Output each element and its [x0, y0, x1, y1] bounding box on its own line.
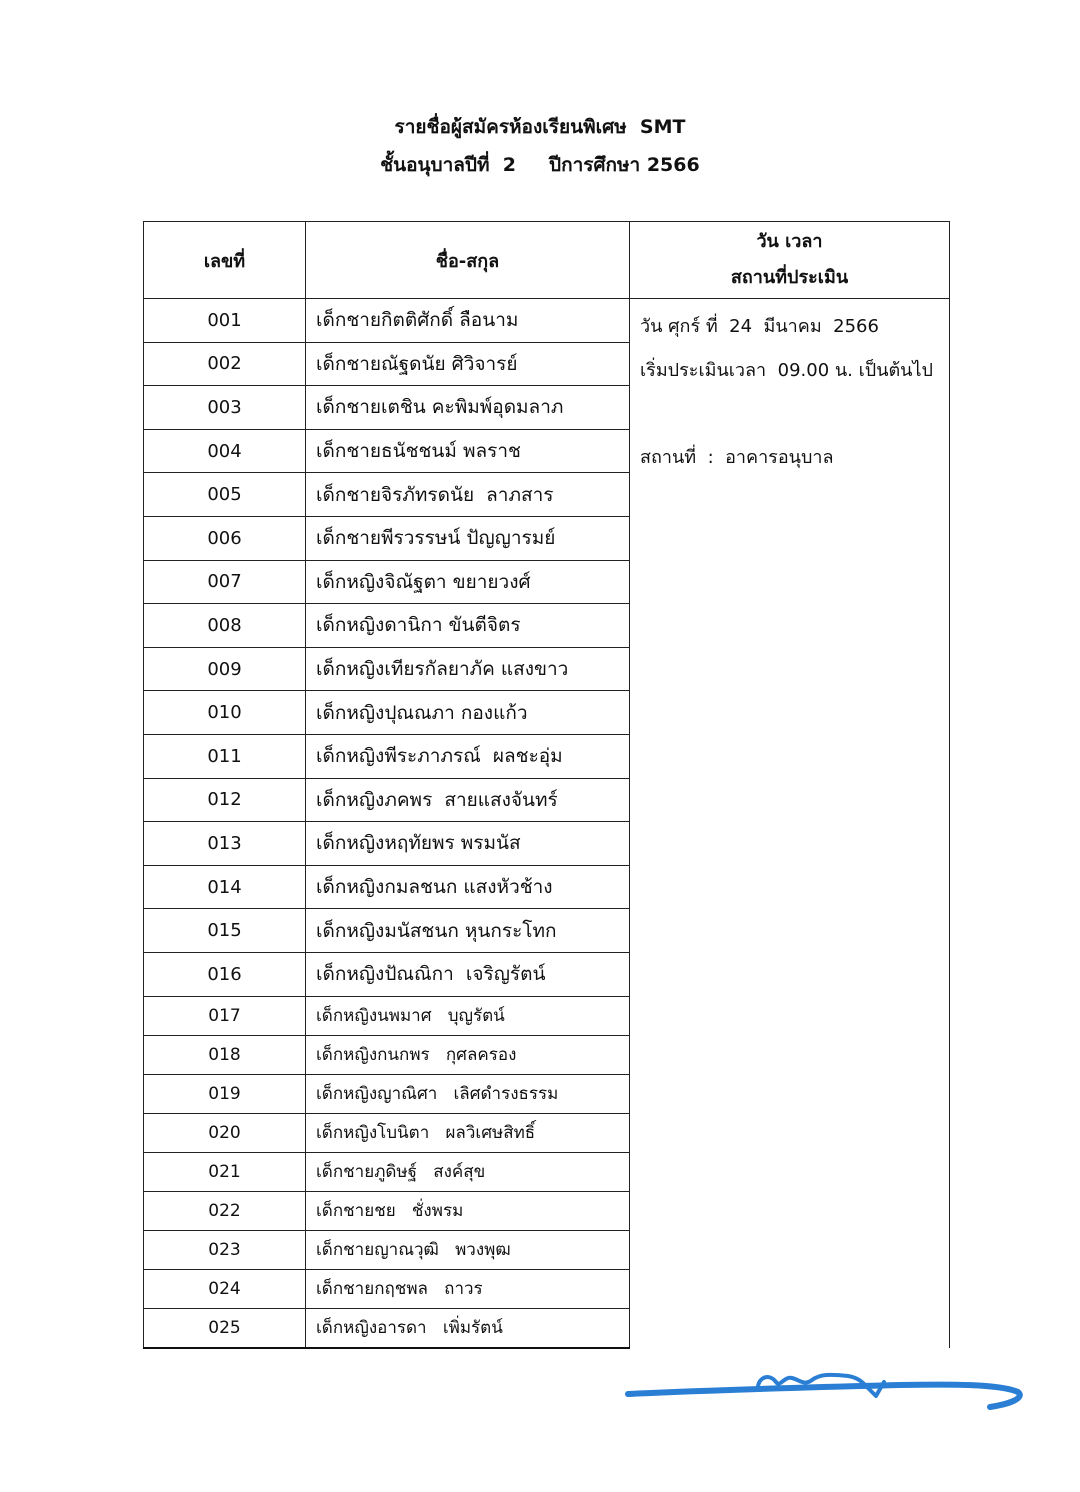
- row-number: 001: [144, 299, 306, 343]
- row-number: 005: [144, 473, 306, 517]
- row-name: เด็กหญิงโบนิตา ผลวิเศษสิทธิ์: [306, 1113, 630, 1152]
- row-name: เด็กชายญาณวุฒิ พวงพุฒ: [306, 1230, 630, 1269]
- row-number: 025: [144, 1308, 306, 1348]
- row-name: เด็กหญิงปัณณิกา เจริญรัตน์: [306, 952, 630, 996]
- row-name: เด็กชายจิรภัทรดนัย ลาภสาร: [306, 473, 630, 517]
- spacer: [640, 392, 949, 436]
- row-number: 018: [144, 1035, 306, 1074]
- header-datetime-place: [630, 222, 950, 299]
- table-body: [144, 299, 950, 1348]
- row-number: 002: [144, 342, 306, 386]
- applicant-table: [143, 221, 950, 1349]
- row-number: 008: [144, 604, 306, 648]
- assessment-info: [630, 299, 950, 1348]
- row-name: เด็กหญิงมนัสชนก หุนกระโทก: [306, 909, 630, 953]
- row-name: เด็กชายกฤชพล ถาวร: [306, 1269, 630, 1308]
- row-number: 021: [144, 1152, 306, 1191]
- row-name: เด็กหญิงเทียรกัลยาภัค แสงขาว: [306, 647, 630, 691]
- row-number: 014: [144, 865, 306, 909]
- row-number: 003: [144, 386, 306, 430]
- row-name: เด็กหญิงอารดา เพิ่มรัตน์: [306, 1308, 630, 1348]
- assessment-date: วัน ศุกร์ ที่ 24 มีนาคม 2566: [640, 316, 879, 337]
- row-name: เด็กชายณัฐดนัย ศิวิจารย์: [306, 342, 630, 386]
- header-number: เลขที่: [144, 222, 306, 299]
- row-number: 012: [144, 778, 306, 822]
- signature-icon: [620, 1360, 1030, 1420]
- header-datetime: วัน เวลา: [756, 231, 823, 252]
- row-name: เด็กหญิงญาณิศา เลิศดำรงธรรม: [306, 1074, 630, 1113]
- row-number: 009: [144, 647, 306, 691]
- table-header-row: [144, 222, 950, 299]
- header-name: ชื่อ-สกุล: [306, 222, 630, 299]
- row-name: เด็กหญิงนพมาศ บุญรัตน์: [306, 996, 630, 1035]
- row-name: เด็กชายเตชิน คะพิมพ์อุดมลาภ: [306, 386, 630, 430]
- row-name: เด็กหญิงกมลชนก แสงหัวช้าง: [306, 865, 630, 909]
- title-line-1: รายชื่อผู้สมัครห้องเรียนพิเศษ SMT: [394, 116, 686, 138]
- row-number: 011: [144, 734, 306, 778]
- row-number: 015: [144, 909, 306, 953]
- header-place: สถานที่ประเมิน: [730, 267, 849, 288]
- row-number: 006: [144, 516, 306, 560]
- row-name: เด็กหญิงดานิกา ขันตีจิตร: [306, 604, 630, 648]
- row-name: เด็กชายพีรวรรษน์ ปัญญารมย์: [306, 516, 630, 560]
- row-name: เด็กหญิงพีระภาภรณ์ ผลชะอุ่ม: [306, 734, 630, 778]
- row-name: เด็กหญิงจิณัฐตา ขยายวงศ์: [306, 560, 630, 604]
- row-number: 022: [144, 1191, 306, 1230]
- title-line-2: ชั้นอนุบาลปีที่ 2 ปีการศึกษา 2566: [380, 154, 700, 176]
- row-number: 016: [144, 952, 306, 996]
- row-name: เด็กหญิงกนกพร กุศลครอง: [306, 1035, 630, 1074]
- row-name: เด็กชายธนัชชนม์ พลราช: [306, 429, 630, 473]
- row-number: 013: [144, 822, 306, 866]
- row-name: เด็กชายชย ชั่งพรม: [306, 1191, 630, 1230]
- row-number: 019: [144, 1074, 306, 1113]
- row-number: 024: [144, 1269, 306, 1308]
- row-number: 010: [144, 691, 306, 735]
- table-row: [144, 299, 950, 343]
- assessment-place: สถานที่ : อาคารอนุบาล: [640, 446, 834, 468]
- row-number: 007: [144, 560, 306, 604]
- assessment-time: เริ่มประเมินเวลา 09.00 น. เป็นต้นไป: [640, 359, 933, 381]
- row-number: 017: [144, 996, 306, 1035]
- row-number: 004: [144, 429, 306, 473]
- row-name: เด็กหญิงปุณณภา กองแก้ว: [306, 691, 630, 735]
- document-title: [0, 108, 1080, 184]
- row-name: เด็กชายภูดิษฐ์ สงค์สุข: [306, 1152, 630, 1191]
- row-name: เด็กหญิงหฤทัยพร พรมนัส: [306, 822, 630, 866]
- row-number: 020: [144, 1113, 306, 1152]
- row-name: เด็กชายกิตติศักดิ์ ลือนาม: [306, 299, 630, 343]
- row-name: เด็กหญิงภคพร สายแสงจันทร์: [306, 778, 630, 822]
- row-number: 023: [144, 1230, 306, 1269]
